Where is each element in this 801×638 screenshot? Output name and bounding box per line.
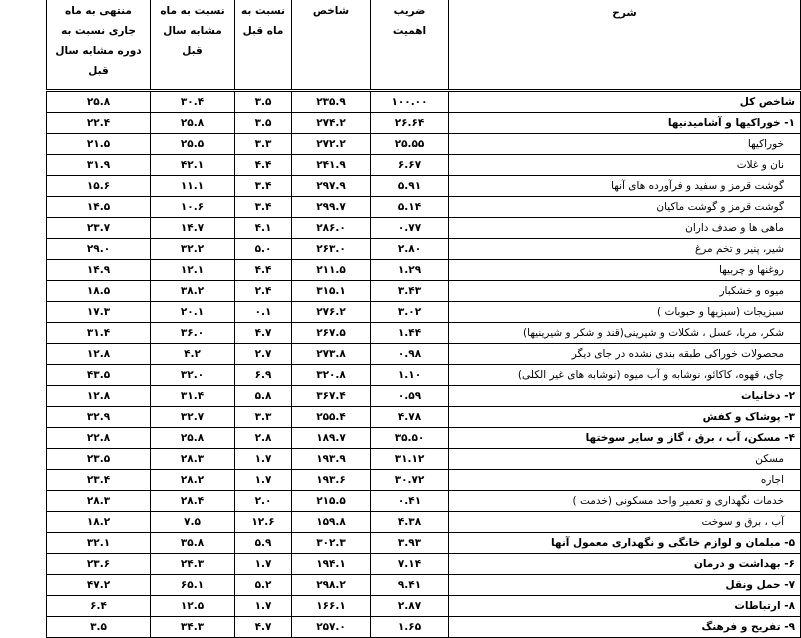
cell-description: اجاره (449, 470, 801, 491)
cell-index: ۳۱۵.۱ (292, 281, 371, 302)
table-row (47, 239, 801, 260)
cell-monthly-change: ۱.۷ (235, 554, 292, 575)
cell-weight: ۴.۳۸ (371, 512, 449, 533)
cell-weight: ۲.۸۰ (371, 239, 449, 260)
cell-same-month-change: ۴۲.۱ (151, 155, 235, 176)
cell-yearly-change: ۲۲.۴ (47, 113, 151, 134)
cell-description: شاخص کل (449, 91, 801, 113)
cell-index: ۲۱۵.۵ (292, 491, 371, 512)
cell-description: گوشت قرمز و سفید و فرآورده های آنها (449, 176, 801, 197)
cell-monthly-change: ۴.۷ (235, 617, 292, 638)
cell-yearly-change: ۲۸.۳ (47, 491, 151, 512)
cell-same-month-change: ۳۲.۷ (151, 407, 235, 428)
cell-same-month-change: ۴.۲ (151, 344, 235, 365)
cell-yearly-change: ۱۲.۸ (47, 344, 151, 365)
cell-index: ۲۷۶.۲ (292, 302, 371, 323)
cell-monthly-change: ۳.۴ (235, 197, 292, 218)
cell-index: ۱۹۳.۹ (292, 449, 371, 470)
cell-yearly-change: ۲۱.۵ (47, 134, 151, 155)
cell-index: ۱۵۹.۸ (292, 512, 371, 533)
cell-same-month-change: ۳۲.۰ (151, 365, 235, 386)
cell-monthly-change: ۲.۷ (235, 344, 292, 365)
cell-index: ۳۰۲.۳ (292, 533, 371, 554)
cell-description: ۲- دخانیات (449, 386, 801, 407)
header-yearly-change: منتهی به ماه جاری نسبت به دوره مشابه سال قبل (47, 0, 151, 91)
cell-monthly-change: ۴.۴ (235, 155, 292, 176)
cell-index: ۲۵۵.۴ (292, 407, 371, 428)
cpi-table (46, 0, 801, 638)
cell-monthly-change: ۳.۴ (235, 176, 292, 197)
cell-description: ۹- تفریح و فرهنگ (449, 617, 801, 638)
cell-weight: ۴.۷۸ (371, 407, 449, 428)
cell-yearly-change: ۱۸.۵ (47, 281, 151, 302)
cell-description: آب ، برق و سوخت (449, 512, 801, 533)
cell-description: خدمات نگهداری و تعمیر واحد مسکونی (خدمت ) (449, 491, 801, 512)
cell-same-month-change: ۷.۵ (151, 512, 235, 533)
cell-yearly-change: ۳۱.۴ (47, 323, 151, 344)
cell-weight: ۱.۱۰ (371, 365, 449, 386)
cell-yearly-change: ۲۹.۰ (47, 239, 151, 260)
table-row (47, 428, 801, 449)
cell-yearly-change: ۴۳.۵ (47, 365, 151, 386)
cell-weight: ۳.۴۳ (371, 281, 449, 302)
cell-yearly-change: ۳۱.۹ (47, 155, 151, 176)
table-row (47, 197, 801, 218)
table-row (47, 449, 801, 470)
table-row (47, 323, 801, 344)
cell-weight: ۳.۹۳ (371, 533, 449, 554)
cell-same-month-change: ۳۲.۲ (151, 239, 235, 260)
cell-description: چای، قهوه، کاکائو، نوشابه و آب میوه (نوشابه های غیر الکلی) (449, 365, 801, 386)
cell-description: ۱- خوراکیها و آشامیدنیها (449, 113, 801, 134)
cell-description: ماهی ها و صدف داران (449, 218, 801, 239)
cell-monthly-change: ۵.۸ (235, 386, 292, 407)
cell-same-month-change: ۲۵.۸ (151, 113, 235, 134)
cell-weight: ۲۶.۶۴ (371, 113, 449, 134)
cell-weight: ۲.۸۷ (371, 596, 449, 617)
cell-same-month-change: ۲۸.۲ (151, 470, 235, 491)
cell-description: نان و غلات (449, 155, 801, 176)
cell-same-month-change: ۲۵.۸ (151, 428, 235, 449)
table-row (47, 155, 801, 176)
cell-yearly-change: ۳۲.۱ (47, 533, 151, 554)
cell-yearly-change: ۲۳.۵ (47, 449, 151, 470)
cell-yearly-change: ۶.۴ (47, 596, 151, 617)
cell-monthly-change: ۴.۷ (235, 323, 292, 344)
table-row (47, 302, 801, 323)
cell-weight: ۳۵.۵۰ (371, 428, 449, 449)
cell-weight: ۷.۱۴ (371, 554, 449, 575)
table-row (47, 596, 801, 617)
table-row (47, 554, 801, 575)
cell-index: ۲۷۳.۸ (292, 344, 371, 365)
cell-description: میوه و خشکبار (449, 281, 801, 302)
cell-yearly-change: ۲۲.۸ (47, 428, 151, 449)
cell-same-month-change: ۳۰.۴ (151, 91, 235, 113)
cell-description: شکر، مربا، عسل ، شکلات و شیرینی(قند و شکر و شیرینیها) (449, 323, 801, 344)
cell-yearly-change: ۱۸.۲ (47, 512, 151, 533)
cell-yearly-change: ۱۴.۵ (47, 197, 151, 218)
cell-weight: ۵.۹۱ (371, 176, 449, 197)
cell-description: ۵- مبلمان و لوازم خانگی و نگهداری معمول آنها (449, 533, 801, 554)
cell-monthly-change: ۱.۷ (235, 470, 292, 491)
cell-same-month-change: ۲۰.۱ (151, 302, 235, 323)
table-row (47, 491, 801, 512)
cell-monthly-change: ۵.۲ (235, 575, 292, 596)
table-row (47, 470, 801, 491)
header-row (47, 0, 801, 91)
cell-weight: ۳.۰۲ (371, 302, 449, 323)
cell-same-month-change: ۱۲.۵ (151, 596, 235, 617)
cell-monthly-change: ۴.۱ (235, 218, 292, 239)
table-row (47, 91, 801, 113)
cell-description: ۴- مسکن، آب ، برق ، گاز و سایر سوختها (449, 428, 801, 449)
cell-monthly-change: ۳.۳ (235, 407, 292, 428)
table-body (47, 91, 801, 638)
table-row (47, 407, 801, 428)
cell-same-month-change: ۳۴.۳ (151, 617, 235, 638)
cell-monthly-change: ۶.۹ (235, 365, 292, 386)
table-row (47, 512, 801, 533)
cell-yearly-change: ۱۵.۶ (47, 176, 151, 197)
cell-yearly-change: ۳۲.۹ (47, 407, 151, 428)
cell-monthly-change: ۲.۴ (235, 281, 292, 302)
cell-weight: ۰.۴۱ (371, 491, 449, 512)
cell-monthly-change: ۳.۵ (235, 91, 292, 113)
cell-same-month-change: ۱۱.۱ (151, 176, 235, 197)
cell-yearly-change: ۲۳.۴ (47, 470, 151, 491)
cell-description: شیر، پنیر و تخم مرغ (449, 239, 801, 260)
cell-description: ۶- بهداشت و درمان (449, 554, 801, 575)
cell-description: خوراکیها (449, 134, 801, 155)
cell-weight: ۱.۲۹ (371, 260, 449, 281)
cell-index: ۱۸۹.۷ (292, 428, 371, 449)
cell-index: ۲۳۵.۹ (292, 91, 371, 113)
cell-same-month-change: ۱۲.۱ (151, 260, 235, 281)
header-weight: ضریب اهمیت (371, 0, 449, 91)
cell-description: روغنها و چربیها (449, 260, 801, 281)
table-row (47, 113, 801, 134)
cell-same-month-change: ۲۴.۳ (151, 554, 235, 575)
table-row (47, 575, 801, 596)
cell-weight: ۲۵.۵۵ (371, 134, 449, 155)
cell-description: محصولات خوراکی طبقه بندی نشده در جای دیگر (449, 344, 801, 365)
cell-same-month-change: ۱۴.۷ (151, 218, 235, 239)
header-description: شرح (449, 0, 801, 91)
cell-index: ۱۹۳.۶ (292, 470, 371, 491)
cell-index: ۲۱۱.۵ (292, 260, 371, 281)
cell-monthly-change: ۳.۵ (235, 113, 292, 134)
cell-index: ۲۶۷.۵ (292, 323, 371, 344)
cell-yearly-change: ۳.۵ (47, 617, 151, 638)
cell-index: ۲۹۷.۹ (292, 176, 371, 197)
cell-monthly-change: ۱۲.۶ (235, 512, 292, 533)
cell-yearly-change: ۲۳.۷ (47, 218, 151, 239)
cell-weight: ۱.۶۵ (371, 617, 449, 638)
cell-same-month-change: ۲۵.۵ (151, 134, 235, 155)
cell-description: ۸- ارتباطات (449, 596, 801, 617)
cell-index: ۳۶۷.۴ (292, 386, 371, 407)
cell-index: ۲۷۴.۲ (292, 113, 371, 134)
cell-same-month-change: ۳۶.۰ (151, 323, 235, 344)
table-row (47, 281, 801, 302)
cell-monthly-change: ۵.۹ (235, 533, 292, 554)
cell-weight: ۹.۴۱ (371, 575, 449, 596)
table-row (47, 344, 801, 365)
cell-yearly-change: ۲۵.۸ (47, 91, 151, 113)
header-same-month-change: نسبت به ماه مشابه سال قبل (151, 0, 235, 91)
cell-monthly-change: ۵.۰ (235, 239, 292, 260)
table-row (47, 617, 801, 638)
cell-same-month-change: ۱۰.۶ (151, 197, 235, 218)
cell-weight: ۱۰۰.۰۰ (371, 91, 449, 113)
cell-weight: ۳۱.۱۲ (371, 449, 449, 470)
cell-weight: ۶.۶۷ (371, 155, 449, 176)
header-monthly-change: نسبت به ماه قبل (235, 0, 292, 91)
cell-description: سبزیجات (سبزیها و حبوبات ) (449, 302, 801, 323)
cell-index: ۲۷۲.۲ (292, 134, 371, 155)
cell-yearly-change: ۴۷.۲ (47, 575, 151, 596)
table-row (47, 386, 801, 407)
cell-weight: ۰.۹۸ (371, 344, 449, 365)
table-row (47, 176, 801, 197)
cell-same-month-change: ۳۱.۴ (151, 386, 235, 407)
table-row (47, 365, 801, 386)
cell-yearly-change: ۲۳.۶ (47, 554, 151, 575)
header-index: شاخص (292, 0, 371, 91)
cell-index: ۲۴۱.۹ (292, 155, 371, 176)
cell-index: ۲۵۷.۰ (292, 617, 371, 638)
cell-same-month-change: ۳۸.۲ (151, 281, 235, 302)
cell-weight: ۱.۴۴ (371, 323, 449, 344)
cell-description: مسکن (449, 449, 801, 470)
cell-index: ۲۶۳.۰ (292, 239, 371, 260)
cell-same-month-change: ۳۵.۸ (151, 533, 235, 554)
cell-weight: ۵.۱۴ (371, 197, 449, 218)
cell-description: ۳- پوشاک و کفش (449, 407, 801, 428)
cell-index: ۲۹۹.۷ (292, 197, 371, 218)
cell-yearly-change: ۱۷.۳ (47, 302, 151, 323)
cell-monthly-change: ۱.۷ (235, 596, 292, 617)
cell-monthly-change: ۲.۸ (235, 428, 292, 449)
cell-same-month-change: ۶۵.۱ (151, 575, 235, 596)
cell-index: ۱۹۴.۱ (292, 554, 371, 575)
cell-monthly-change: ۳.۳ (235, 134, 292, 155)
cell-description: ۷- حمل ونقل (449, 575, 801, 596)
cell-index: ۲۸۶.۰ (292, 218, 371, 239)
cell-monthly-change: ۰.۱ (235, 302, 292, 323)
cell-yearly-change: ۱۲.۸ (47, 386, 151, 407)
table-row (47, 260, 801, 281)
cell-monthly-change: ۴.۴ (235, 260, 292, 281)
cell-yearly-change: ۱۴.۹ (47, 260, 151, 281)
cell-weight: ۰.۷۷ (371, 218, 449, 239)
cell-description: گوشت قرمز و گوشت ماکیان (449, 197, 801, 218)
cell-index: ۳۲۰.۸ (292, 365, 371, 386)
table-row (47, 218, 801, 239)
cell-weight: ۳۰.۷۲ (371, 470, 449, 491)
cell-same-month-change: ۲۸.۳ (151, 449, 235, 470)
cell-index: ۲۹۸.۲ (292, 575, 371, 596)
cell-monthly-change: ۱.۷ (235, 449, 292, 470)
table-row (47, 533, 801, 554)
cell-monthly-change: ۲.۰ (235, 491, 292, 512)
cell-index: ۱۶۶.۱ (292, 596, 371, 617)
cell-weight: ۰.۵۹ (371, 386, 449, 407)
table-row (47, 134, 801, 155)
cell-same-month-change: ۲۸.۴ (151, 491, 235, 512)
